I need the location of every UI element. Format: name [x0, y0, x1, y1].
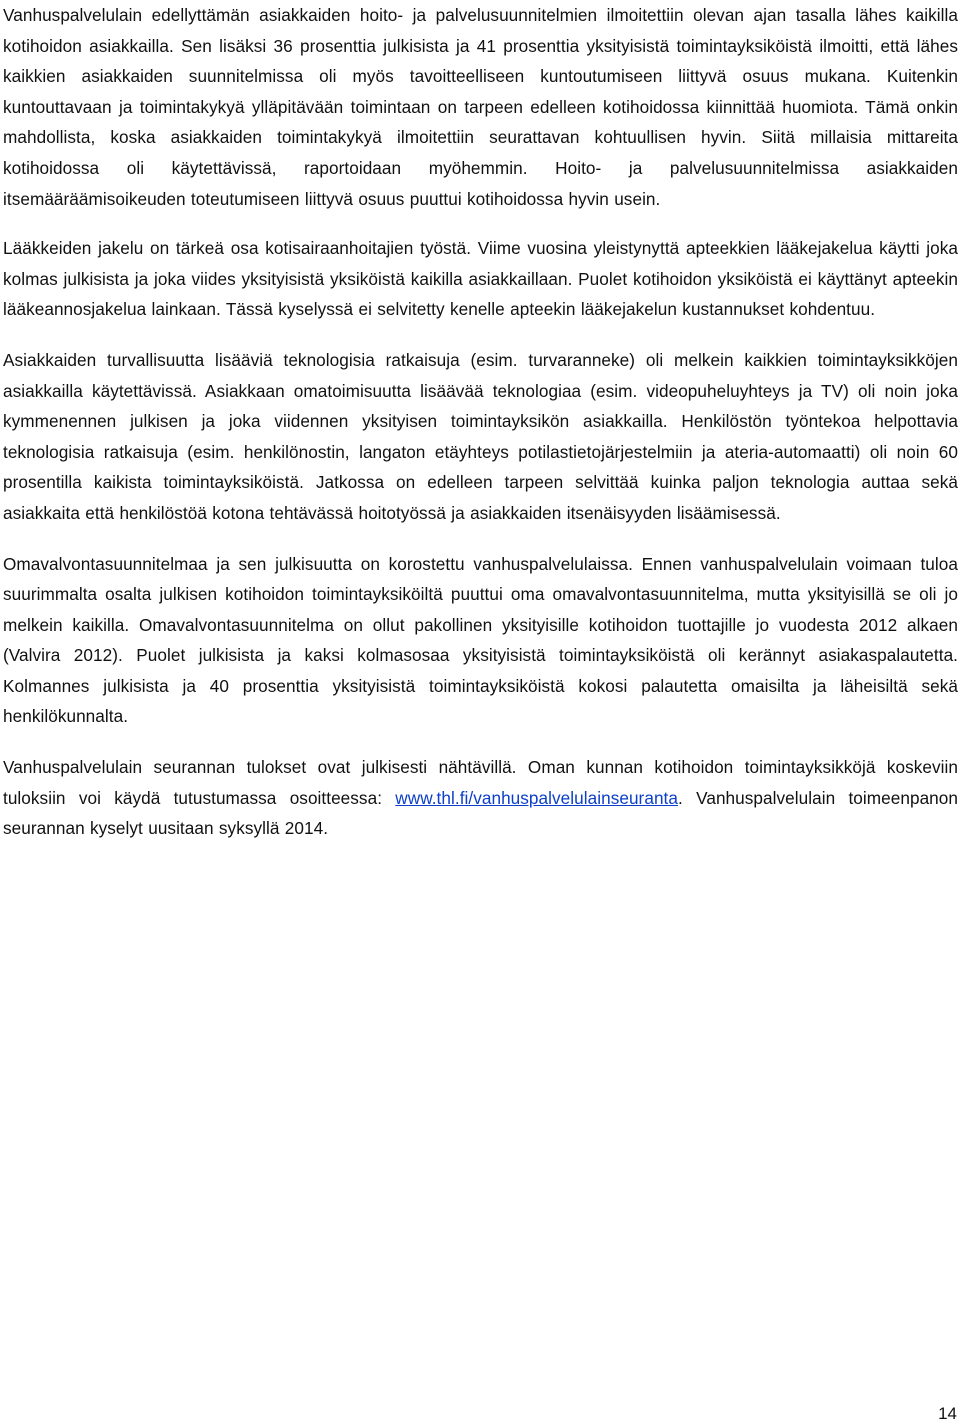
thl-monitoring-link[interactable]: www.thl.fi/vanhuspalvelulainseuranta [395, 787, 678, 808]
paragraph-self-monitoring: Omavalvontasuunnitelmaa ja sen julkisuutta on korostettu vanhuspalvelulaissa. Ennen vanhuspalvelulain voimaan tuloa suurimmalta osalta julkisen kotihoidon toimintayksiköiltä puuttui oma omavalvontasuunnitelma, mutta yksityisillä se oli jo melkein kaikilla. Omavalvontasuunnitelma on ollut pakollinen yksityisille kotihoidon tuottajille jo vuodesta 2012 alkaen (Valvira 2012). Puolet julkisista ja kaksi kolmasosaa yksityisistä toimintayksiköistä oli kerännyt asiakaspalautetta. Kolmannes julkisista ja 40 prosenttia yksityisistä toimintayksiköistä kokosi palautetta omaisilta ja läheisiltä sekä henkilökunnalta. [3, 553, 958, 727]
paragraph-technology: Asiakkaiden turvallisuutta lisääviä teknologisia ratkaisuja (esim. turvaranneke) oli melkein kaikkien toimintayksikköjen asiakkailla käytettävissä. Asiakkaan omatoimisuutta lisäävää teknologiaa (esim. videopuheluyhteys ja TV) oli noin joka kymmenennen julkisen ja joka viidennen yksityisen toimintayksikön asiakkailla. Henkilöstön työntekoa helpottavia teknologisia ratkaisuja (esim. henkilönostin, langaton etäyhteys potilastietojärjestelmiin ja ateria-automaatti) oli noin 60 prosentilla kaikista toimintayksiköistä. Jatkossa on edelleen tarpeen selvittää kuinka paljon teknologia auttaa sekä asiakkaita että henkilöstöä kotona tehtävässä hoitotyössä ja asiakkaiden itsenäisyyden lisäämisessä. [3, 349, 958, 523]
paragraph-medicine-distribution: Lääkkeiden jakelu on tärkeä osa kotisairaanhoitajien työstä. Viime vuosina yleistynyttä apteekkien lääkejakelua käytti joka kolmas julkisista ja joka viides yksityisistä yksiköistä kaikilla asiakkaillaan. Puolet kotihoidon yksiköistä ei käyttänyt apteekin lääkeannosjakelua lainkaan. Tässä kyselyssä ei selvitetty kenelle apteekin lääkejakelun kustannukset kohdentuu. [3, 238, 958, 320]
document-page [3, 0, 958, 844]
page-number: 14 [938, 1404, 957, 1423]
paragraph-care-plans: Vanhuspalvelulain edellyttämän asiakkaiden hoito- ja palvelusuunnitelmien ilmoitettiin olevan ajan tasalla lähes kaikilla kotihoidon asiakkailla. Sen lisäksi 36 prosenttia julkisista ja 41 prosenttia yksityisistä toimintayksiköistä ilmoitti, että lähes kaikkien asiakkaiden suunnitelmissa oli myös tavoitteelliseen kuntoutumiseen liittyvä osuus mukana. Kuitenkin kuntouttavaan ja toimintakykyä ylläpitävään toimintaan on tarpeen edelleen kotihoidossa kiinnittää huomiota. Tämä onkin mahdollista, koska asiakkaiden toimintakykyä ilmoitettiin seurattavan kohtuullisen hyvin. Siitä millaisia mittareita kotihoidossa oli käytettävissä, raportoidaan myöhemmin. Hoito- ja palvelusuunnitelmissa asiakkaiden itsemääräämisoikeuden toteutumiseen liittyvä osuus puuttui kotihoidossa hyvin usein. [3, 5, 958, 209]
paragraph-results-availability [3, 752, 958, 844]
results-text-after-link: . Vanhuspalvelulain toimeenpanon seurannan kyselyt uusitaan syksyllä 2014. [3, 787, 959, 839]
results-text-before-link: Vanhuspalvelulain seurannan tulokset ovat julkisesti nähtävillä. Oman kunnan kotihoidon toimintayksikköjä koskeviin tuloksiin voi käydä tutustumassa osoitteessa: [3, 757, 958, 808]
